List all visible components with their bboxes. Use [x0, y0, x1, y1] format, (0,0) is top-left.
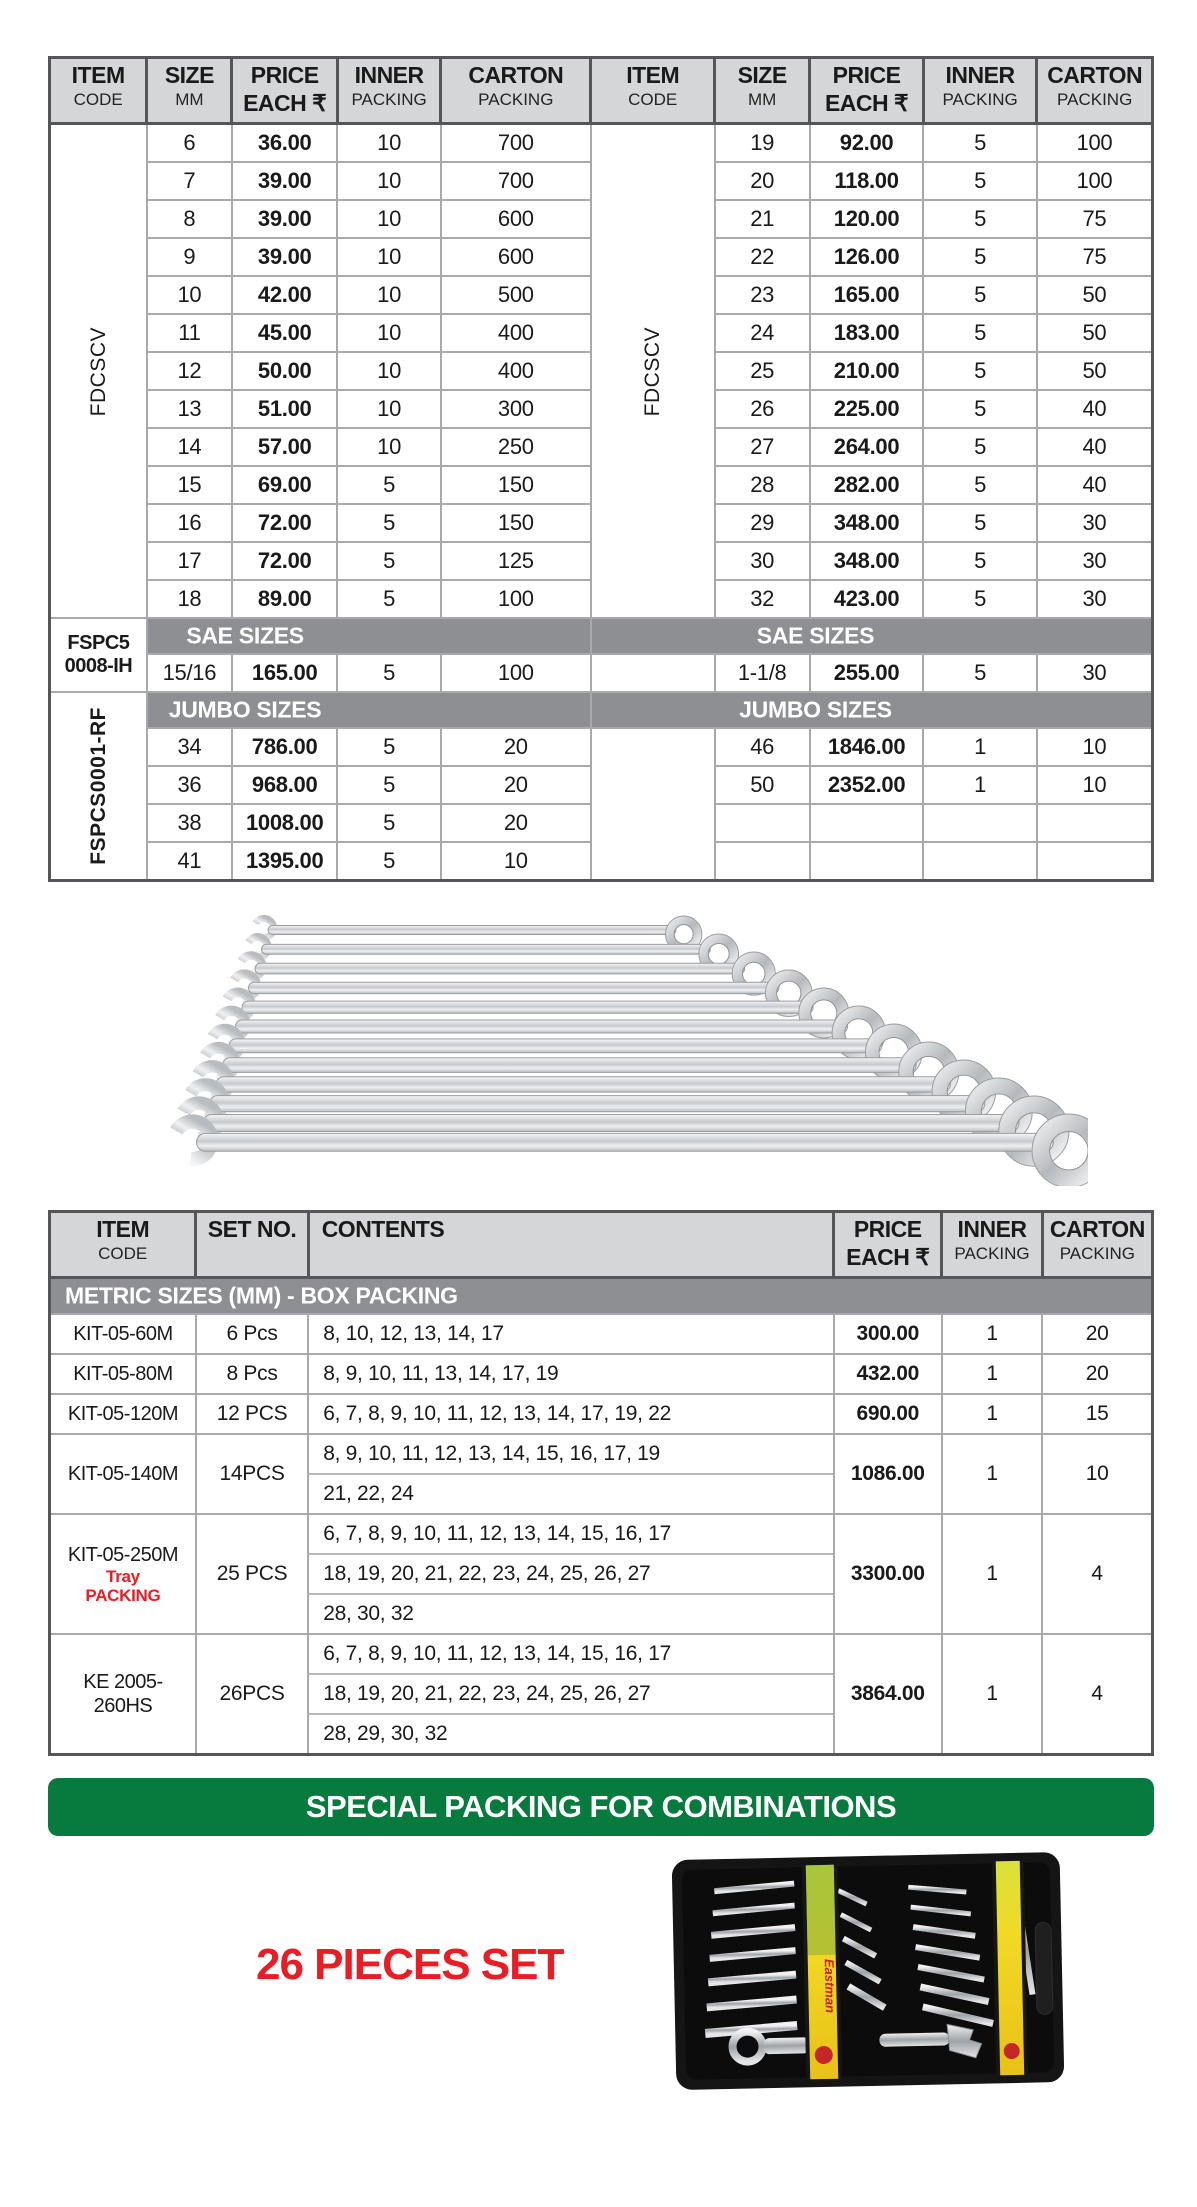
size-cell: [715, 804, 810, 842]
inner-cell: 5: [923, 314, 1037, 352]
inner-cell: 10: [337, 390, 440, 428]
price-cell: 255.00: [810, 654, 924, 692]
carton-cell: 250: [441, 428, 591, 466]
inner-cell: 5: [923, 390, 1037, 428]
set-row: [50, 1434, 1153, 1514]
set-no-cell: 25 PCS: [196, 1514, 308, 1634]
wrench-sets-table: [48, 1210, 1154, 1756]
size-cell: 46: [715, 728, 810, 766]
sae-data-row: [50, 654, 1153, 692]
carton-cell: 100: [1037, 124, 1153, 163]
inner-cell: 1: [923, 728, 1037, 766]
carton-cell: 10: [1037, 728, 1153, 766]
set-no-cell: 12 PCS: [196, 1394, 308, 1434]
jumbo-bar-row: [50, 692, 1153, 728]
inner-cell: 5: [337, 766, 440, 804]
price-table-header-row: [50, 58, 1153, 124]
size-cell: 24: [715, 314, 810, 352]
header-item-code-left: [50, 58, 147, 124]
size-cell: 27: [715, 428, 810, 466]
set-inner-cell: 1: [942, 1394, 1042, 1434]
set-carton-cell: 10: [1042, 1434, 1152, 1514]
price-cell: 72.00: [232, 504, 337, 542]
wrench-set-photo: [148, 912, 1088, 1186]
price-cell: 69.00: [232, 466, 337, 504]
price-cell: 165.00: [810, 276, 924, 314]
price-cell: 45.00: [232, 314, 337, 352]
inner-cell: 5: [923, 542, 1037, 580]
inner-cell: 5: [923, 654, 1037, 692]
inner-cell: 5: [923, 276, 1037, 314]
carton-cell: 600: [441, 238, 591, 276]
price-cell: 210.00: [810, 352, 924, 390]
set-carton-cell: 20: [1042, 1314, 1152, 1354]
jumbo-data-row: [50, 728, 1153, 766]
carton-cell: 150: [441, 504, 591, 542]
wrench-pyramid-illustration: [148, 912, 1088, 1186]
carton-cell: 40: [1037, 390, 1153, 428]
inner-cell: 5: [337, 542, 440, 580]
carton-cell: 300: [441, 390, 591, 428]
size-cell: 11: [147, 314, 232, 352]
set-inner-cell: 1: [942, 1354, 1042, 1394]
size-cell: 12: [147, 352, 232, 390]
price-cell: 39.00: [232, 200, 337, 238]
carton-cell: 20: [441, 804, 591, 842]
item-code-right: FDCSCV: [591, 124, 715, 619]
inner-cell: 5: [337, 504, 440, 542]
carton-cell: 30: [1037, 504, 1153, 542]
price-cell: 1395.00: [232, 842, 337, 881]
carton-cell: 20: [441, 766, 591, 804]
price-cell: 225.00: [810, 390, 924, 428]
combination-set-section: [0, 1836, 1197, 2132]
set-contents-cell: 8, 9, 10, 11, 12, 13, 14, 15, 16, 17, 19 21, 22, 24: [308, 1434, 833, 1514]
header-inner-left: INNER PACKING: [337, 58, 440, 124]
carton-cell: 700: [441, 124, 591, 163]
set-contents-cell: 8, 9, 10, 11, 13, 14, 17, 19: [308, 1354, 833, 1394]
inner-cell: 10: [337, 238, 440, 276]
set-carton-cell: 20: [1042, 1354, 1152, 1394]
tray-handle-cutout: [1035, 1923, 1053, 2015]
set-no-cell: 14PCS: [196, 1434, 308, 1514]
size-cell: 17: [147, 542, 232, 580]
inner-cell: [923, 804, 1037, 842]
set-item-code: KE 2005- 260HS: [50, 1634, 196, 1755]
set-no-cell: 6 Pcs: [196, 1314, 308, 1354]
set-no-cell: 26PCS: [196, 1634, 308, 1755]
price-cell: [810, 842, 924, 881]
header-size-left: SIZE MM: [147, 58, 232, 124]
price-cell: 42.00: [232, 276, 337, 314]
size-cell: 14: [147, 428, 232, 466]
inner-cell: 10: [337, 428, 440, 466]
set-price-cell: 1086.00: [834, 1434, 942, 1514]
sets-header-contents: CONTENTS: [308, 1212, 833, 1278]
size-cell: 41: [147, 842, 232, 881]
metric-sizes-bar: METRIC SIZES (MM) - BOX PACKING: [50, 1278, 1153, 1315]
carton-cell: 400: [441, 314, 591, 352]
price-cell: 282.00: [810, 466, 924, 504]
sae-sizes-bar-left: SAE SIZES: [147, 618, 591, 654]
header-carton-right: CARTON PACKING: [1037, 58, 1153, 124]
size-cell: 50: [715, 766, 810, 804]
set-inner-cell: 1: [942, 1634, 1042, 1755]
size-cell: 22: [715, 238, 810, 276]
set-inner-cell: 1: [942, 1434, 1042, 1514]
price-cell: 786.00: [232, 728, 337, 766]
set-item-code: KIT-05-250M Tray PACKING: [50, 1514, 196, 1634]
carton-cell: 400: [441, 352, 591, 390]
carton-cell: 50: [1037, 352, 1153, 390]
carton-cell: 125: [441, 542, 591, 580]
carton-cell: 50: [1037, 314, 1153, 352]
carton-cell: 100: [1037, 162, 1153, 200]
carton-cell: 10: [441, 842, 591, 881]
metric-sizes-bar-row: [50, 1278, 1153, 1315]
set-price-cell: 432.00: [834, 1354, 942, 1394]
set-contents-cell: 6, 7, 8, 9, 10, 11, 12, 13, 14, 15, 16, 17 18, 19, 20, 21, 22, 23, 24, 25, 26, 27 28, 30, 32: [308, 1514, 833, 1634]
table-row: [50, 124, 1153, 163]
set-row: [50, 1634, 1153, 1755]
carton-cell: 40: [1037, 428, 1153, 466]
price-cell: 89.00: [232, 580, 337, 618]
size-cell: 18: [147, 580, 232, 618]
size-cell: 21: [715, 200, 810, 238]
carton-cell: 20: [441, 728, 591, 766]
set-row: [50, 1514, 1153, 1634]
price-cell: 51.00: [232, 390, 337, 428]
sae-sizes-bar-right: SAE SIZES: [591, 618, 1153, 654]
header-price-right: PRICE EACH ₹: [810, 58, 924, 124]
set-price-cell: 3300.00: [834, 1514, 942, 1634]
price-cell: 50.00: [232, 352, 337, 390]
set-row: [50, 1394, 1153, 1434]
size-cell: 10: [147, 276, 232, 314]
price-cell: 118.00: [810, 162, 924, 200]
inner-cell: 1: [923, 766, 1037, 804]
set-inner-cell: 1: [942, 1314, 1042, 1354]
size-cell: 32: [715, 580, 810, 618]
size-cell: 26: [715, 390, 810, 428]
header-size-right: SIZE MM: [715, 58, 810, 124]
size-cell: 38: [147, 804, 232, 842]
sets-header-carton: CARTON PACKING: [1042, 1212, 1152, 1278]
set-item-code: KIT-05-140M: [50, 1434, 196, 1514]
sae-bar-row: [50, 618, 1153, 654]
set-item-code: KIT-05-120M: [50, 1394, 196, 1434]
size-cell: 8: [147, 200, 232, 238]
size-cell: 19: [715, 124, 810, 163]
price-cell: 423.00: [810, 580, 924, 618]
jumbo-sizes-bar-right: JUMBO SIZES: [591, 692, 1153, 728]
inner-cell: 5: [923, 580, 1037, 618]
carton-cell: 150: [441, 466, 591, 504]
size-cell: 28: [715, 466, 810, 504]
price-cell: 39.00: [232, 162, 337, 200]
size-cell: 7: [147, 162, 232, 200]
set-no-cell: 8 Pcs: [196, 1354, 308, 1394]
price-cell: 1008.00: [232, 804, 337, 842]
set-price-cell: 300.00: [834, 1314, 942, 1354]
inner-cell: 5: [923, 352, 1037, 390]
special-packing-banner: SPECIAL PACKING FOR COMBINATIONS: [48, 1778, 1154, 1836]
header-item-code-right: ITEM CODE: [591, 58, 715, 124]
inner-cell: 10: [337, 200, 440, 238]
set-item-code: KIT-05-60M: [50, 1314, 196, 1354]
inner-cell: 10: [337, 314, 440, 352]
empty-code-cell: [591, 728, 715, 881]
price-cell: 36.00: [232, 124, 337, 163]
set-carton-cell: 4: [1042, 1634, 1152, 1755]
carton-cell: [1037, 842, 1153, 881]
carton-cell: 30: [1037, 580, 1153, 618]
inner-cell: 10: [337, 352, 440, 390]
inner-cell: 10: [337, 162, 440, 200]
size-cell: 29: [715, 504, 810, 542]
price-cell: 2352.00: [810, 766, 924, 804]
size-cell: 25: [715, 352, 810, 390]
inner-cell: 5: [923, 200, 1037, 238]
price-cell: 348.00: [810, 542, 924, 580]
size-cell: 23: [715, 276, 810, 314]
size-cell: 34: [147, 728, 232, 766]
inner-cell: 10: [337, 276, 440, 314]
price-cell: 57.00: [232, 428, 337, 466]
inner-cell: 5: [923, 124, 1037, 163]
spanner-price-table: [48, 56, 1154, 882]
set-contents-cell: 8, 10, 12, 13, 14, 17: [308, 1314, 833, 1354]
size-cell: 1-1/8: [715, 654, 810, 692]
carton-cell: [1037, 804, 1153, 842]
carton-cell: 30: [1037, 542, 1153, 580]
set-price-cell: 3864.00: [834, 1634, 942, 1755]
inner-cell: 5: [337, 654, 440, 692]
tray-label-strip-left: [802, 1863, 843, 2082]
inner-cell: 5: [337, 842, 440, 881]
carton-cell: 10: [1037, 766, 1153, 804]
carton-cell: 75: [1037, 200, 1153, 238]
carton-cell: 600: [441, 200, 591, 238]
price-cell: 183.00: [810, 314, 924, 352]
carton-cell: 40: [1037, 466, 1153, 504]
size-cell: 6: [147, 124, 232, 163]
item-code-left: FDCSCV: [50, 124, 147, 619]
set-row: [50, 1354, 1153, 1394]
inner-cell: 10: [337, 124, 440, 163]
inner-cell: 5: [337, 466, 440, 504]
size-cell: 20: [715, 162, 810, 200]
header-item-label: ITEM: [71, 62, 125, 88]
size-cell: 15: [147, 466, 232, 504]
inner-cell: 5: [923, 466, 1037, 504]
price-cell: 264.00: [810, 428, 924, 466]
size-cell: 15/16: [147, 654, 232, 692]
inner-cell: 5: [337, 580, 440, 618]
set-inner-cell: 1: [942, 1514, 1042, 1634]
carton-cell: 100: [441, 580, 591, 618]
price-cell: 126.00: [810, 238, 924, 276]
price-cell: 968.00: [232, 766, 337, 804]
set-carton-cell: 15: [1042, 1394, 1152, 1434]
price-cell: 165.00: [232, 654, 337, 692]
size-cell: 36: [147, 766, 232, 804]
empty-code-cell: [591, 654, 715, 692]
set-row: [50, 1314, 1153, 1354]
tray-label-strip-right: [992, 1859, 1029, 2078]
price-cell: [810, 804, 924, 842]
price-cell: 39.00: [232, 238, 337, 276]
header-code-label: CODE: [73, 89, 123, 109]
set-contents-cell: 6, 7, 8, 9, 10, 11, 12, 13, 14, 15, 16, 17 18, 19, 20, 21, 22, 23, 24, 25, 26, 27 28, 29, 30, 32: [308, 1634, 833, 1755]
wrench-tray-illustration: [668, 1848, 1072, 2094]
header-price-left: PRICE EACH ₹: [232, 58, 337, 124]
header-inner-right: INNER PACKING: [923, 58, 1037, 124]
price-cell: 120.00: [810, 200, 924, 238]
size-cell: 30: [715, 542, 810, 580]
tray-brand-text: Eastman: [821, 1959, 838, 2014]
size-cell: 13: [147, 390, 232, 428]
header-carton-left: CARTON PACKING: [441, 58, 591, 124]
size-cell: [715, 842, 810, 881]
inner-cell: 5: [923, 238, 1037, 276]
inner-cell: 5: [923, 504, 1037, 542]
price-cell: 348.00: [810, 504, 924, 542]
sets-table-header-row: [50, 1212, 1153, 1278]
inner-cell: 5: [923, 428, 1037, 466]
pieces-set-label: 26 PIECES SET: [256, 1940, 564, 1990]
carton-cell: 700: [441, 162, 591, 200]
jumbo-item-code: FSPCS0001-RF: [50, 692, 147, 881]
tray-photo: [668, 1848, 1072, 2099]
inner-cell: 5: [337, 804, 440, 842]
price-cell: 72.00: [232, 542, 337, 580]
set-price-cell: 690.00: [834, 1394, 942, 1434]
set-carton-cell: 4: [1042, 1514, 1152, 1634]
inner-cell: [923, 842, 1037, 881]
set-item-code: KIT-05-80M: [50, 1354, 196, 1394]
size-cell: 16: [147, 504, 232, 542]
sets-header-inner: INNER PACKING: [942, 1212, 1042, 1278]
sets-header-price: PRICE EACH ₹: [834, 1212, 942, 1278]
sets-header-item-code: ITEM CODE: [50, 1212, 196, 1278]
carton-cell: 100: [441, 654, 591, 692]
carton-cell: 500: [441, 276, 591, 314]
price-cell: 1846.00: [810, 728, 924, 766]
inner-cell: 5: [923, 162, 1037, 200]
sets-header-set-no: SET NO.: [196, 1212, 308, 1278]
size-cell: 9: [147, 238, 232, 276]
jumbo-sizes-bar-left: JUMBO SIZES: [147, 692, 591, 728]
carton-cell: 30: [1037, 654, 1153, 692]
price-cell: 92.00: [810, 124, 924, 163]
carton-cell: 75: [1037, 238, 1153, 276]
sae-item-code: FSPC5 0008-IH: [50, 618, 147, 692]
inner-cell: 5: [337, 728, 440, 766]
set-contents-cell: 6, 7, 8, 9, 10, 11, 12, 13, 14, 17, 19, 22: [308, 1394, 833, 1434]
carton-cell: 50: [1037, 276, 1153, 314]
